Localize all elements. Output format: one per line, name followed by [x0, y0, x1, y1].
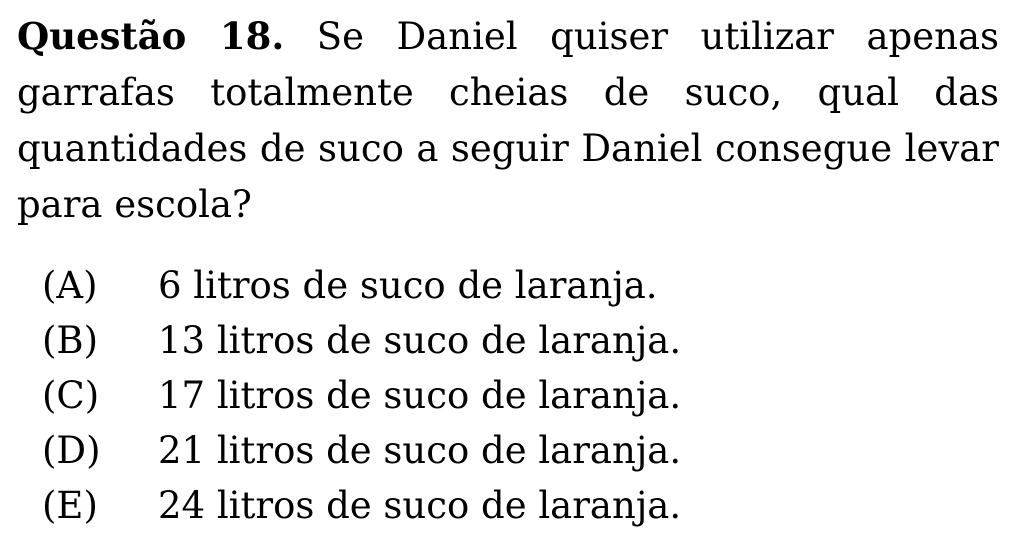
option-letter: (B): [42, 319, 99, 362]
question-text: Se Daniel quiser utilizar apenas garrafas totalmente cheias de suco, qual das quantidades de suco a seguir Daniel consegue levar para escola?: [17, 15, 1000, 226]
option-letter: (E): [42, 484, 98, 527]
option-e[interactable]: [42, 478, 681, 533]
question-statement: [17, 8, 999, 233]
option-letter: (D): [42, 429, 101, 472]
option-c[interactable]: [42, 368, 681, 423]
option-b[interactable]: [42, 313, 681, 368]
answer-options-list: [42, 258, 681, 533]
question-number: Questão 18.: [17, 14, 285, 58]
option-letter: (A): [42, 264, 98, 307]
option-text: 21 litros de suco de laranja.: [158, 429, 682, 472]
option-a[interactable]: [42, 258, 681, 313]
option-text: 6 litros de suco de laranja.: [158, 264, 658, 307]
option-text: 24 litros de suco de laranja.: [158, 484, 682, 527]
option-text: 13 litros de suco de laranja.: [158, 319, 682, 362]
option-letter: (C): [42, 374, 100, 417]
option-text: 17 litros de suco de laranja.: [158, 374, 682, 417]
option-d[interactable]: [42, 423, 681, 478]
